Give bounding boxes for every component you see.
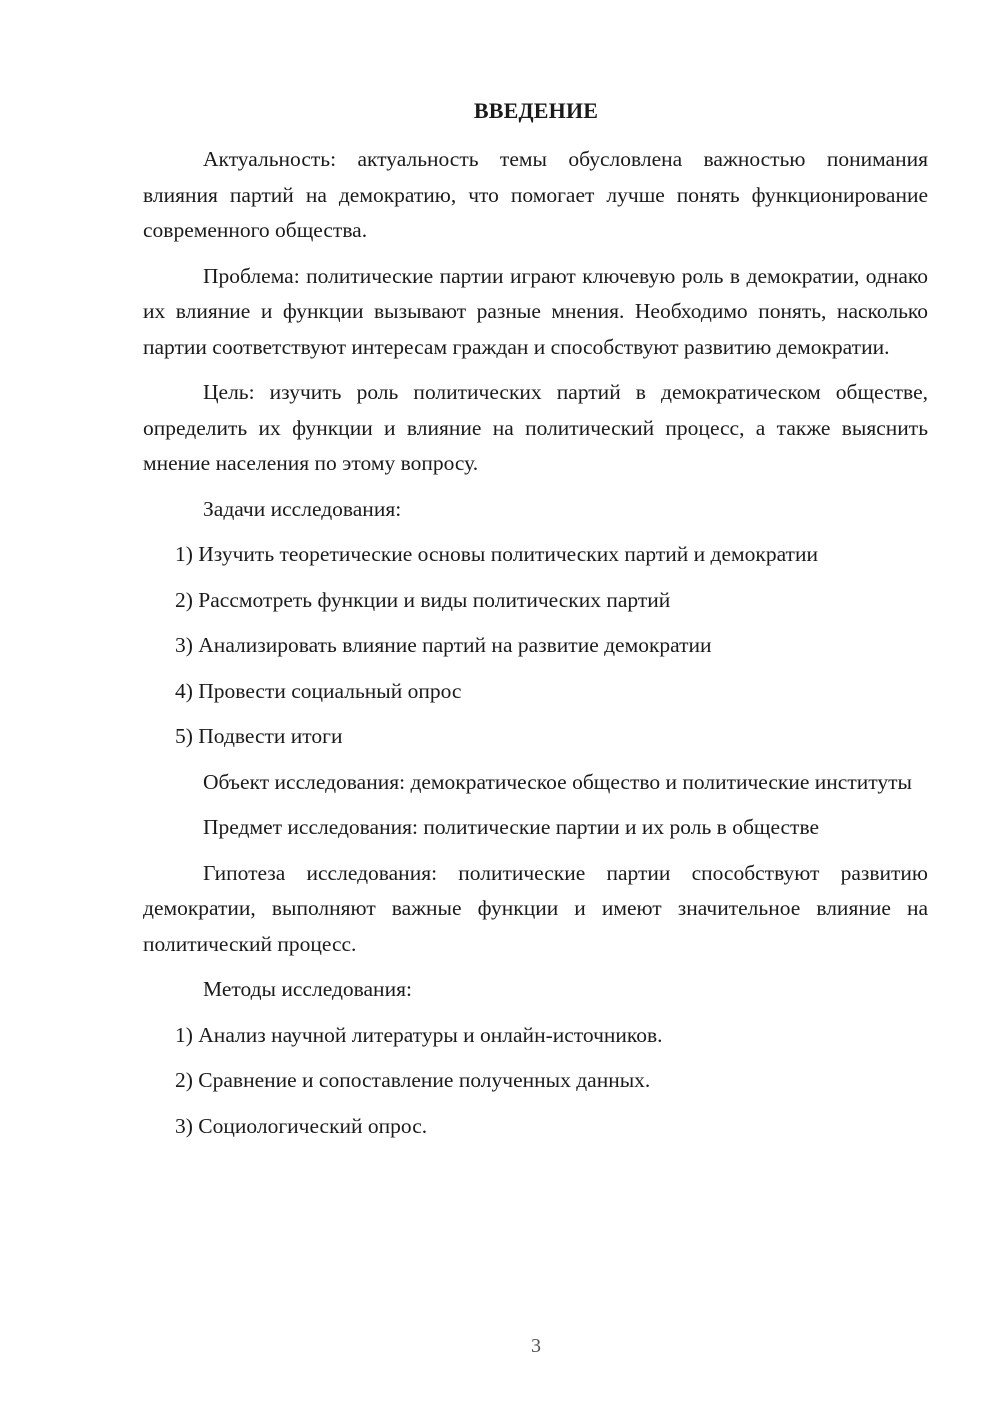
- methods-heading: Методы исследования:: [203, 977, 412, 1001]
- task-item: 2) Рассмотреть функции и виды политических партий: [175, 587, 671, 612]
- method-item: 3) Социологический опрос.: [175, 1113, 428, 1138]
- task-item: 3) Анализировать влияние партий на развитие демократии: [175, 633, 712, 657]
- task-item: 1) Изучить теоретические основы политических партий и демократии: [175, 542, 818, 566]
- problem-paragraph: Проблема: политические партии играют ключевую роль в демократии, однако их влияние и функции вызывают разные мнения. Необходимо понять, насколько партии соответствуют интересам граждан и способствуют развитию демократии.: [143, 263, 928, 359]
- tasks-heading: Задачи исследования:: [203, 496, 402, 521]
- object-paragraph: Объект исследования: демократическое общество и политические институты: [203, 769, 912, 794]
- page-title: ВВЕДЕНИЕ: [473, 98, 599, 123]
- subject-paragraph: Предмет исследования: политические партии и их роль в обществе: [203, 815, 820, 839]
- page-number: 3: [531, 1335, 541, 1357]
- method-item: 1) Анализ научной литературы и онлайн-источников.: [175, 1022, 663, 1047]
- task-item: 5) Подвести итоги: [175, 724, 343, 748]
- document-body: [143, 142, 928, 1154]
- method-item: 2) Сравнение и сопоставление полученных данных.: [175, 1068, 651, 1092]
- task-item: 4) Провести социальный опрос: [175, 678, 462, 703]
- hypothesis-paragraph: Гипотеза исследования: политические партии способствуют развитию демократии, выполняют важные функции и имеют значительное влияние на политический процесс.: [143, 860, 928, 956]
- goal-paragraph: Цель: изучить роль политических партий в демократическом обществе, определить их функции и влияние на политический процесс, а также выяснить мнение населения по этому вопросу.: [143, 380, 928, 475]
- relevance-paragraph: Актуальность: актуальность темы обусловлена важностью понимания влияния партий на демократию, что помогает лучше понять функционирование современного общества.: [143, 147, 928, 242]
